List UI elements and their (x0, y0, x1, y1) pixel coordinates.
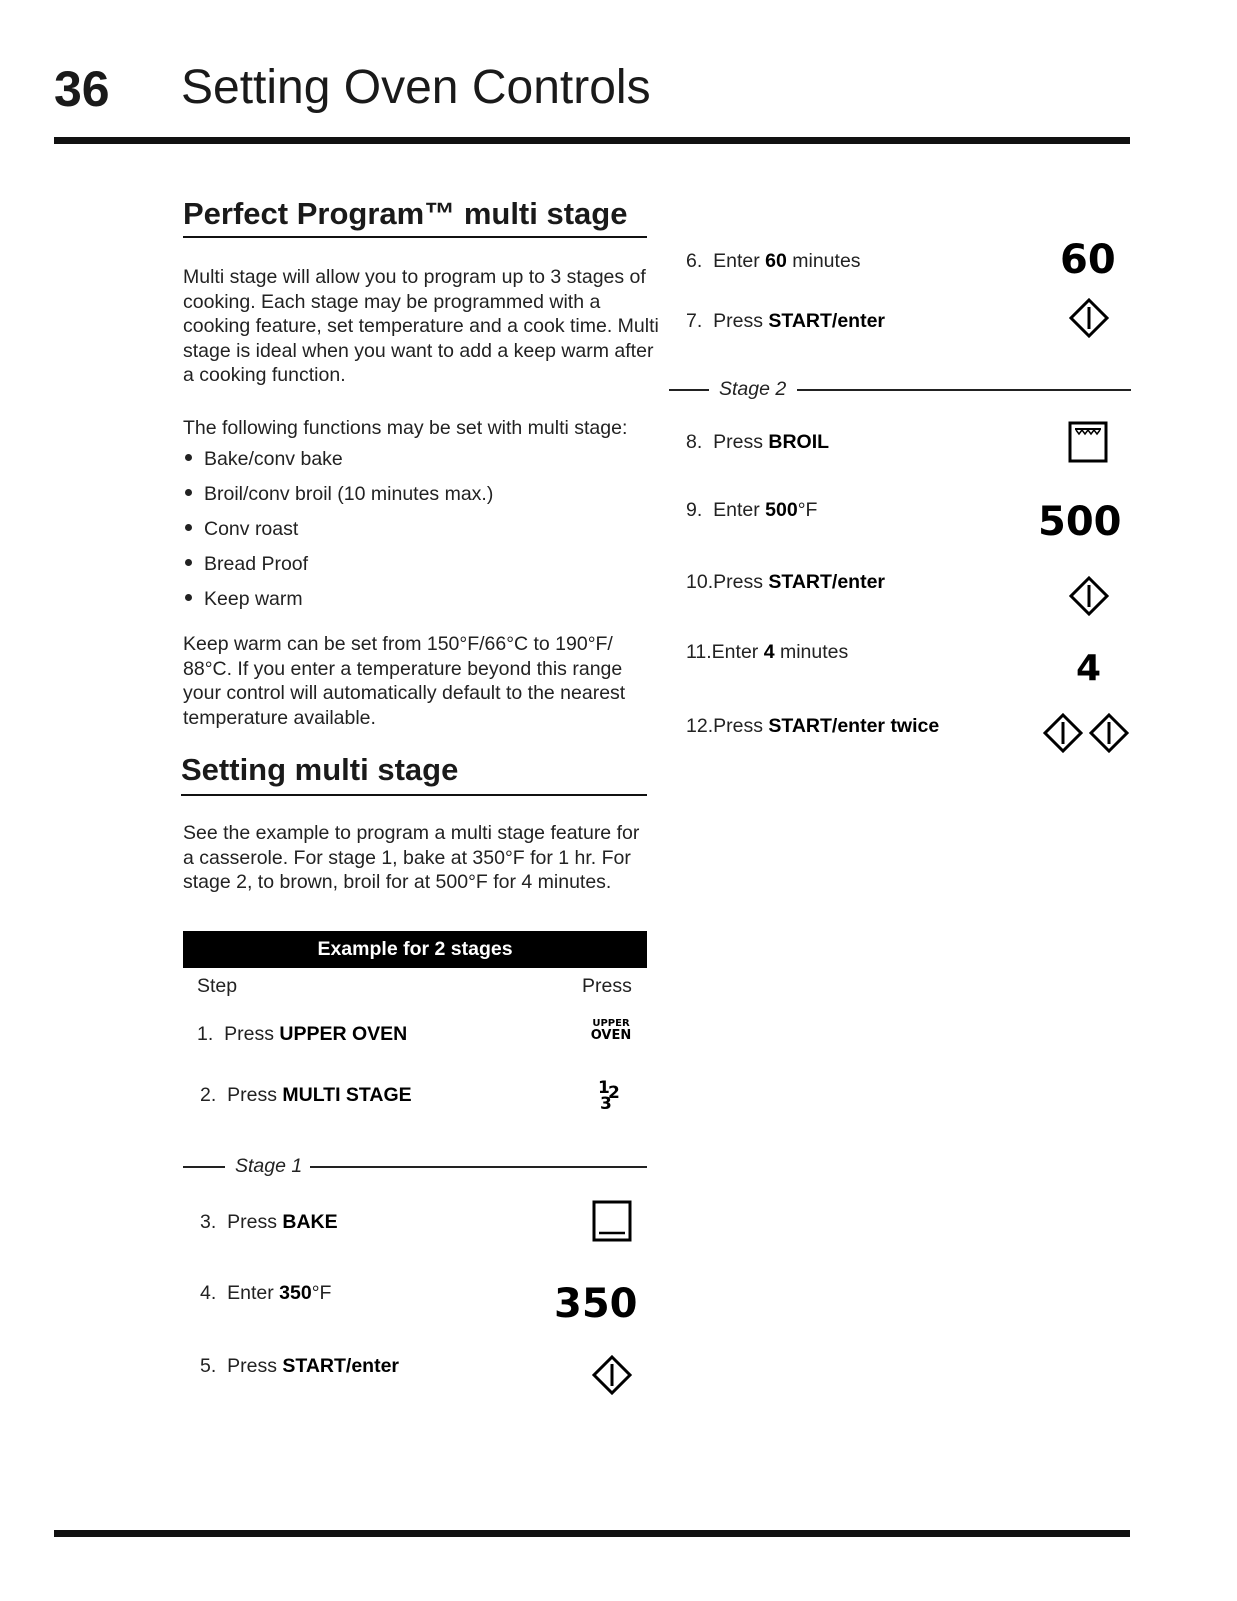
stage-1-separator: Stage 1 (183, 1155, 647, 1177)
section-heading-underline (181, 794, 647, 796)
step-row: 4. Enter 350°F (200, 1282, 332, 1304)
press-column-header: Press (582, 975, 632, 997)
display-number-60: 60 (1060, 237, 1116, 283)
step-row: 10.Press START/enter (686, 571, 886, 593)
display-number-500: 500 (1038, 499, 1122, 545)
upper-oven-key-icon: UPPER OVEN (590, 1018, 632, 1043)
step-row: 6. Enter 60 minutes (686, 250, 861, 272)
multi-stage-icon: 1 2 3 (598, 1078, 620, 1114)
step-row: 12.Press START/enter twice (686, 715, 940, 737)
section-heading-perfect-program: Perfect Program™ multi stage (183, 196, 628, 231)
page-number: 36 (54, 61, 110, 117)
step-column-header: Step (197, 975, 238, 997)
display-number-350: 350 (554, 1281, 638, 1327)
section-heading-underline (183, 236, 647, 238)
step-row: 11.Enter 4 minutes (686, 641, 849, 663)
start-icon (1069, 576, 1109, 616)
intro-paragraph: Multi stage will allow you to program up to 3 stages of cooking. Each stage may be programmed with a cooking feature, set temperature and a cook time. Multi stage is ideal when you want to add a keep warm after a cooking function. (183, 266, 659, 386)
example-banner: Example for 2 stages (183, 931, 647, 968)
start-icon (592, 1355, 632, 1395)
step-row: 2. Press MULTI STAGE (200, 1084, 412, 1106)
example-paragraph: See the example to program a multi stage feature for a casserole. For stage 1, bake at 350°F for 1 hr. For stage 2, to brown, broil for at 500°F for 4 minutes. (183, 822, 640, 893)
display-number-4: 4 (1076, 648, 1102, 689)
section-heading-setting-multi-stage: Setting multi stage (181, 752, 459, 787)
step-row: 8. Press BROIL (686, 431, 830, 453)
function-list-item: Broil/conv broil (10 minutes max.) (185, 482, 493, 506)
start-icon (1069, 298, 1109, 338)
page-title: Setting Oven Controls (181, 61, 651, 114)
header-rule (54, 137, 1130, 144)
stage-2-separator: Stage 2 (669, 378, 1131, 400)
step-row: 5. Press START/enter (200, 1355, 400, 1377)
broil-icon (1068, 421, 1108, 463)
functions-intro: The following functions may be set with multi stage: (183, 417, 628, 439)
keep-warm-note: Keep warm can be set from 150°F/66°C to 190°F/ 88°C. If you enter a temperature beyond this range your control will automatically default to the nearest temperature available. (183, 633, 626, 729)
step-row: 1. Press UPPER OVEN (197, 1023, 408, 1045)
bake-icon (592, 1200, 632, 1242)
function-list-item: Bread Proof (185, 552, 308, 576)
start-icon (1043, 713, 1083, 753)
function-list-item: Bake/conv bake (185, 447, 343, 471)
step-row: 7. Press START/enter (686, 310, 886, 332)
start-icon (1089, 713, 1129, 753)
footer-rule (54, 1530, 1130, 1537)
function-list-item: Conv roast (185, 517, 298, 541)
step-row: 3. Press BAKE (200, 1211, 338, 1233)
step-row: 9. Enter 500°F (686, 499, 818, 521)
function-list-item: Keep warm (185, 587, 303, 611)
